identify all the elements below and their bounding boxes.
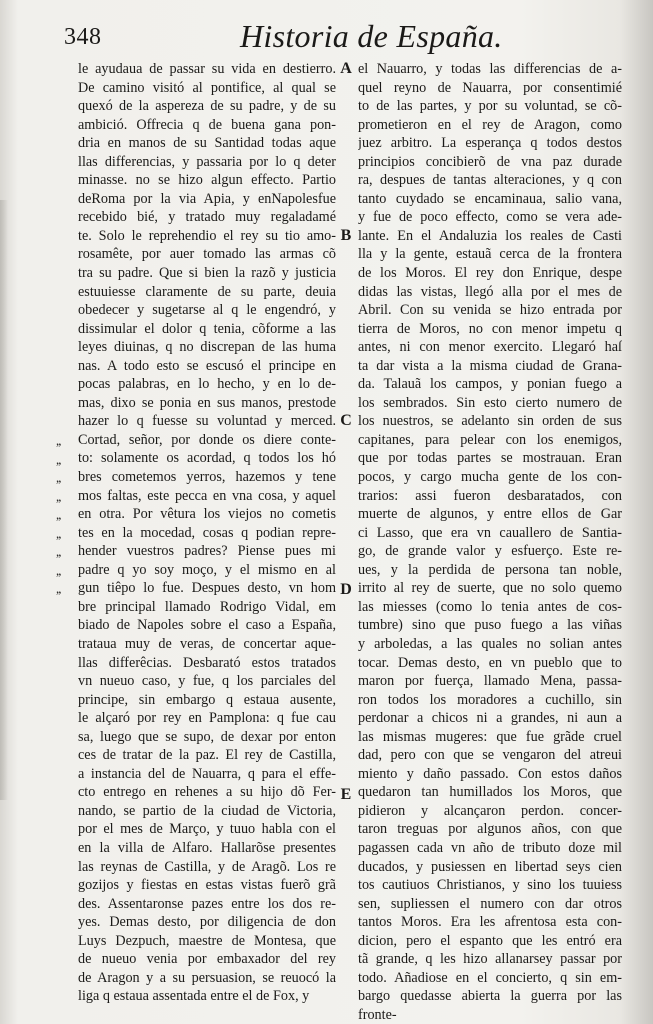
text-line: las reynas de Castilla, y de Aragõ. Los re <box>78 858 336 875</box>
text-line: capitanes, para pelear con los enemigos, <box>358 431 622 448</box>
text-line: tantos Moros. Era les afrentosa esta con- <box>358 914 622 931</box>
text-line: trataua muy de veras, de concertar aque- <box>78 635 336 652</box>
text-line: las mismas mugeres: que fue grãde cruel <box>358 728 622 745</box>
text-line: le ayudaua de passar su vida en destierro. <box>78 61 336 77</box>
quote-mark: ,, <box>56 451 61 467</box>
text-line: las miesses (como lo tenia antes de cos- <box>358 598 622 615</box>
text-line: miento y daño passado. Con estos daños <box>358 765 622 782</box>
quote-mark: ,, <box>56 433 61 448</box>
text-line: bargo quedasse abierta la guerra por las <box>358 988 622 1005</box>
text-line: Abril. Con su venida se hizo entrada por <box>358 302 622 319</box>
page-gutter-shadow <box>0 200 8 800</box>
text-line: De camino visitó al pontifice, al qual se <box>78 79 336 96</box>
text-line: obedecer y sugetarse al q le engendró, y <box>78 302 336 319</box>
text-line: bres cometemos yerros, hazemos y tene <box>78 469 336 486</box>
margin-letter-b: B <box>340 227 352 244</box>
text-line: pocas palabras, en lo hecho, y en lo de- <box>78 376 336 393</box>
text-line: dria en manos de su Santidad todas aque <box>78 135 336 152</box>
text-line: tos cautiuos Christianos, y sino los tuuiess <box>358 877 622 894</box>
text-line: da. Talauã los campos, y ponian fuego a <box>358 376 622 393</box>
text-line: todo. Añadiose en el concierto, q sin em- <box>358 969 622 986</box>
text-line: tumbre) sino que puso fuego a las viñas <box>358 617 622 634</box>
text-line: gozijos y fiestas en estas vistas fuerõ grã <box>78 877 336 894</box>
text-line: dissimular el dolor q tenia, cõforme a las <box>78 320 336 337</box>
text-line: hazer lo q fuesse su voluntad y merced. <box>78 413 336 430</box>
text-line: en la villa de Alfaro. Hallarõse presentes <box>78 839 336 856</box>
text-line: Cortad, señor, por donde os diere conte- <box>78 431 336 448</box>
text-line: tã grande, q les hizo allanarsey passar por <box>358 951 622 968</box>
text-line: quexó de la aspereza de su padre, y de su <box>78 98 336 115</box>
text-line: ues, y la perdida de persona tan noble, <box>358 561 622 578</box>
text-line: ra, despues de tantas alteraciones, y q con <box>358 172 622 189</box>
text-line: mas, dixo se ponia en sus manos, prestode <box>78 394 336 411</box>
text-line: en otra. Por vêtura los viejos no cometis <box>78 506 336 523</box>
text-line: quedaron tan humillados los Moros, que <box>358 784 622 801</box>
quote-mark: ,, <box>56 581 61 597</box>
text-line: lante. En el Andaluzia los reales de Casti <box>358 227 622 244</box>
text-line: cto entrego en rehenes a su hijo dõ Fer- <box>78 784 336 801</box>
text-line: que por todas partes se mostrauan. Eran <box>358 450 622 467</box>
text-line: rosamête, por auer tomado las armas cõ <box>78 246 336 263</box>
text-line: sa, luego que se supo, de dexar por enton <box>78 728 336 745</box>
text-line: padre q yo soy moço, y el mismo en al <box>78 561 336 578</box>
text-line: le alçaró por rey en Pamplona: q fue cau <box>78 710 336 727</box>
text-line: liga q estaua assentada entre el de Fox, y <box>78 988 310 1005</box>
right-text-column <box>358 60 622 1024</box>
text-line: tierra de Moros, no con menor impetu q <box>358 320 622 337</box>
text-line: to: solamente os acordad, q todos los hó <box>78 450 336 467</box>
text-line: lla y la gente, estauã cerca de la frontera <box>358 246 622 263</box>
quote-mark: ,, <box>56 544 61 560</box>
text-line: te. Solo le reprehendio el rey su tio amo- <box>78 227 336 244</box>
margin-letter-c: C <box>340 412 352 429</box>
text-line: go, de grande valor y esfuerço. Este re- <box>358 543 622 560</box>
text-line: muerte de algunos, y entre ellos de Gar <box>358 506 622 523</box>
text-line: los nuestros, se adelanto sin orden de sus <box>358 413 622 430</box>
margin-letter-e: E <box>340 786 352 803</box>
page-number: 348 <box>64 24 102 50</box>
text-line: maron por fuerça, llamado Mena, passa- <box>358 673 622 690</box>
text-line: y fue de poco effecto, como se vera ade- <box>358 209 622 226</box>
text-line: llas differencias, y passaria por lo q deter <box>78 153 336 170</box>
text-line: antes, ni con menor exercito. Llegaró haſ <box>358 339 622 356</box>
text-line: dad, pero con que se vengaron del atreui <box>358 747 622 764</box>
text-line: vn nueuo caso, y fue, q los parciales del <box>78 673 336 690</box>
text-line: didas las vistas, llegó alla por el mes de <box>358 283 622 300</box>
quote-mark: ,, <box>56 562 61 578</box>
text-line: de nueuo venia por embaxador del rey <box>78 951 336 968</box>
text-line: juez arbitro. La esperança q todos destos <box>358 135 622 152</box>
text-line: ambició. Offrecia q de buena gana pon- <box>78 116 336 133</box>
text-line: dicion, pero el espanto que les entró era <box>358 932 622 949</box>
margin-letter-a: A <box>340 60 352 77</box>
text-line: prometieron en el rey de Aragon, como <box>358 116 622 133</box>
text-line: yes. Demas desto, por diligencia de don <box>78 914 336 931</box>
quote-mark: ,, <box>56 507 61 523</box>
text-line: recebido bié, y tratado muy regaladamé <box>78 209 336 226</box>
text-line: llas differêcias. Desbarató estos tratados <box>78 654 336 671</box>
text-line: tra su padre. Que si bien la razõ y justicia <box>78 265 336 282</box>
quote-mark: ,, <box>56 525 61 541</box>
text-line: ron todos los moradores a cuchillo, sin <box>358 691 622 708</box>
text-line: biado de Napoles sobre el caso a España, <box>78 617 336 634</box>
text-line: por el mes de Março, y tuuo habla con el <box>78 821 336 838</box>
text-line: ces de tratar de la paz. El rey de Castilla, <box>78 747 336 764</box>
text-line: nas. A todo esto se escusó el principe en <box>78 357 336 374</box>
text-line: gun tiêpo lo fue. Despues desto, vn hom <box>78 580 336 597</box>
text-line: los sembrados. Sin esto cierto numero de <box>358 394 622 411</box>
text-line: fronte- <box>358 1006 397 1023</box>
text-line: tes en la mocedad, cosas q podian repre- <box>78 524 336 541</box>
text-line: hender vuestros padres? Piense pues mi <box>78 543 336 560</box>
text-line: estuuiesse claramente de su parte, deuia <box>78 283 336 300</box>
margin-letter-d: D <box>340 581 352 598</box>
text-line: principe, sin embargo q estaua ausente, <box>78 691 336 708</box>
text-line: deRoma por la via Apia, y enNapolesfue <box>78 190 336 207</box>
text-line: perdonar a chicos ni a grandes, ni aun a <box>358 710 622 727</box>
text-line: sen, supliessen el numero con dar otros <box>358 895 622 912</box>
text-line: Luys Dezpuch, maestre de Montesa, que <box>78 932 336 949</box>
text-line: pidieron y alcançaron perdon. concer- <box>358 802 622 819</box>
text-line: ta dar vista a la misma ciudad de Grana- <box>358 357 622 374</box>
left-text-column <box>78 60 336 1006</box>
text-line: de los Moros. El rey don Enrique, despe <box>358 265 622 282</box>
text-line: tocar. Demas desto, en vn pueblo que to <box>358 654 622 671</box>
text-line: minasse. no se hizo algun effecto. Partio <box>78 172 336 189</box>
quote-mark: ,, <box>56 488 61 504</box>
text-line: quel reyno de Nauarra, por consentimié <box>358 79 622 96</box>
text-line: nando, se partio de la ciudad de Victoria, <box>78 802 336 819</box>
text-line: principios concibierõ de vna paz durade <box>358 153 622 170</box>
text-line: el Nauarro, y todas las differencias de a- <box>358 61 622 77</box>
text-line: de Aragon y a su persuasion, se reuocó la <box>78 969 336 986</box>
running-title: Historia de España. <box>240 18 503 54</box>
text-line: mos faltas, este pecca en vna cosa, y aquel <box>78 487 336 504</box>
text-line: taron treguas por algunos años, con que <box>358 821 622 838</box>
text-line: tanto cuydado se encaminaua, salio vana, <box>358 190 622 207</box>
quote-mark: ,, <box>56 470 61 486</box>
text-line: ci Lasso, que era vn cauallero de Santia- <box>358 524 622 541</box>
text-line: pocos, y cargo mucha gente de los con- <box>358 469 622 486</box>
text-line: des. Assentaronse pazes entre los dos re- <box>78 895 336 912</box>
text-line: irrito al rey de suerte, que no solo quemo <box>358 580 622 597</box>
text-line: pagassen cada vn año de tributo doze mil <box>358 839 622 856</box>
text-line: ducados, y pusiessen en libertad seys cien <box>358 858 622 875</box>
text-line: leyes diuinas, q no discrepan de las huma <box>78 339 336 356</box>
text-line: to de las partes, y por su voluntad, se cõ- <box>358 98 622 115</box>
text-line: y arboledas, a las quales no solian antes <box>358 635 622 652</box>
text-line: a instancia del de Nauarra, q para el effe- <box>78 765 336 782</box>
text-line: trarios: assi fueron desbaratados, con <box>358 487 622 504</box>
text-line: bre principal llamado Rodrigo Vidal, em <box>78 598 336 615</box>
